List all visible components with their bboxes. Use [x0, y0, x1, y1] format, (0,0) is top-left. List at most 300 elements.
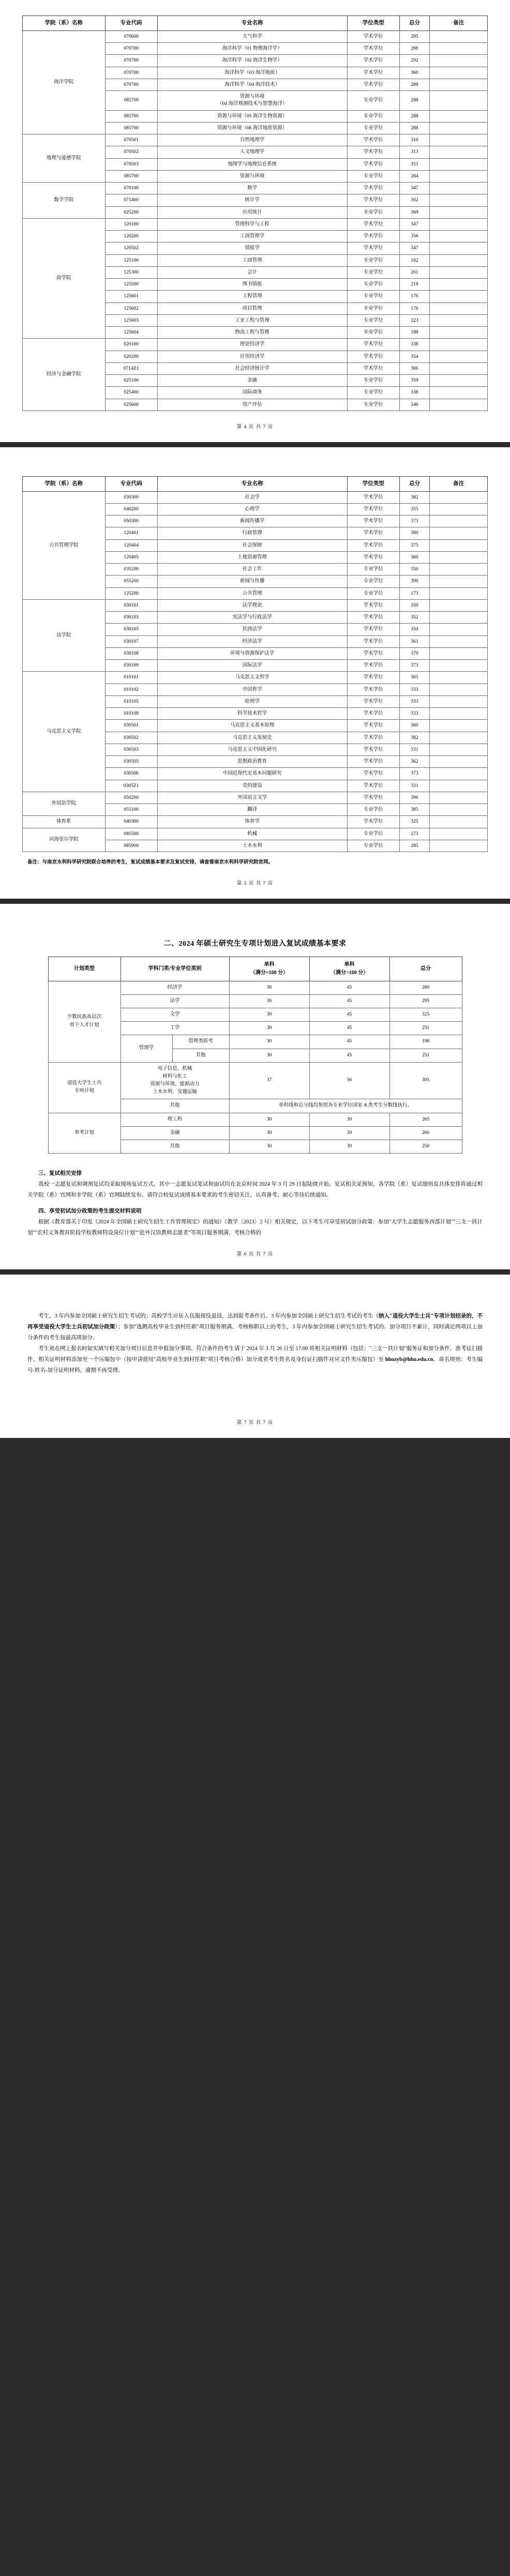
- cell-code: 030103: [105, 612, 157, 624]
- cell-college: 体育系: [23, 816, 106, 828]
- cell-name: 新闻与传播: [157, 575, 347, 587]
- cell-name: 海洋科学（02 海洋生物学）: [157, 55, 347, 67]
- cell-name: 工程管理: [157, 291, 347, 302]
- cell-name: 马克思主义基本原理: [157, 720, 347, 732]
- cell-college: 法学院: [23, 599, 106, 672]
- cell-code: 070501: [105, 134, 157, 146]
- cell-code: 030101: [105, 599, 157, 611]
- cell-score: 218: [399, 279, 430, 291]
- cell-name: 国际商务: [157, 387, 347, 399]
- cell-code: 035200: [105, 564, 157, 575]
- cell-score: 347: [399, 218, 430, 230]
- cell-code: 085500: [105, 828, 157, 840]
- cell-score: 288: [399, 122, 430, 134]
- cell-category: 电子信息、机械 材料与化工 资源与环境、能源动力 土木水利、交通运输: [121, 1062, 229, 1099]
- cell-degree: 学术学位: [347, 744, 399, 755]
- cell-name: 数学: [157, 183, 347, 194]
- cell-code: 030502: [105, 732, 157, 744]
- table2-header-row: [48, 957, 462, 981]
- cell-remark: [430, 587, 488, 599]
- cell-score: 370: [399, 647, 430, 659]
- cell-degree: 学术学位: [347, 491, 399, 503]
- cell-remark: [430, 43, 488, 55]
- sections-text: [27, 1168, 483, 1238]
- cell-name: 应用经济学: [157, 351, 347, 362]
- cell-single-eq100: 30: [229, 1035, 309, 1049]
- cell-subcategory: 管理类联考: [172, 1035, 229, 1049]
- cell-remark: [430, 684, 488, 695]
- cell-score: 356: [399, 231, 430, 243]
- col-header-degree: 学位类型: [347, 476, 399, 491]
- cell-remark: [430, 399, 488, 411]
- cell-single-eq100: 30: [229, 1008, 309, 1021]
- cell-remark: [430, 635, 488, 647]
- table-row: [23, 792, 488, 804]
- cell-code: 070503: [105, 158, 157, 170]
- cell-degree: 专业学位: [347, 314, 399, 326]
- page-4: [0, 0, 510, 442]
- table-row: [23, 672, 488, 684]
- cell-code: 085700: [105, 110, 157, 122]
- cell-code: 040300: [105, 816, 157, 828]
- cell-name: 海洋科学（01 物理海洋学）: [157, 43, 347, 55]
- cell-remark: [430, 351, 488, 362]
- cell-code: 070700: [105, 55, 157, 67]
- cell-degree: 学术学位: [347, 732, 399, 744]
- cell-score: 362: [399, 756, 430, 768]
- cell-score: 338: [399, 387, 430, 399]
- cell-name: 工商管理: [157, 254, 347, 266]
- cell-score: 201: [399, 266, 430, 278]
- cell-degree: 学术学位: [347, 516, 399, 527]
- cell-single-gt100: 56: [309, 1062, 389, 1099]
- cell-code: 055200: [105, 575, 157, 587]
- cell-name: 资源与环境 （04 海洋观测技术与智慧海洋）: [157, 91, 347, 111]
- section-heading: 四、享受初试加分政策的考生提交材料说明: [38, 1208, 142, 1215]
- cell-remark: [430, 206, 488, 218]
- cell-score: 302: [399, 194, 430, 206]
- cell-code: 0305Z1: [105, 780, 157, 792]
- cell-remark: [430, 67, 488, 79]
- cell-name: 马克思主义哲学: [157, 672, 347, 684]
- cell-code: 120100: [105, 218, 157, 230]
- cell-code: 070700: [105, 79, 157, 90]
- cell-name: 宪法学与行政法学: [157, 612, 347, 624]
- cell-degree: 专业学位: [347, 828, 399, 840]
- cell-degree: 学术学位: [347, 780, 399, 792]
- cell-remark: [430, 624, 488, 635]
- cell-degree: 专业学位: [347, 840, 399, 852]
- cell-name: 新闻传播学: [157, 516, 347, 527]
- cell-score: 331: [399, 780, 430, 792]
- cell-single-eq100: 30: [229, 1022, 309, 1035]
- cell-remark: [430, 503, 488, 515]
- page-footer: 第 6 页 共 7 页: [236, 1252, 274, 1257]
- cell-code: 125604: [105, 327, 157, 339]
- cell-remark: [430, 564, 488, 575]
- cell-remark: [430, 780, 488, 792]
- cell-degree: 学术学位: [347, 503, 399, 515]
- cell-remark: [430, 612, 488, 624]
- cell-score: 333: [399, 708, 430, 720]
- cell-remark: [430, 362, 488, 374]
- cell-score: 347: [399, 243, 430, 254]
- cell-degree: 专业学位: [347, 327, 399, 339]
- cell-name: 国际法学: [157, 660, 347, 672]
- section-body: 我校一志愿复试和调剂复试均采取现场复试方式。其中一志愿复试笔试和面试均在北京时间 2024 年 3 月 29 日起陆续开始。复试相关采预知，各学院（系）复试细则及具体安排将通过相关学院（系）官网和非学院（系）官网陆续发布。请符合校复试成绩基本要求的考生密切关注，认真备考，耐心等待后续通知。: [27, 1181, 483, 1199]
- cell-category: 文学: [121, 1008, 229, 1021]
- cell-remark: [430, 768, 488, 780]
- table-header-row: [23, 476, 488, 491]
- cell-degree: 学术学位: [347, 672, 399, 684]
- cell-name: 马克思主义发展史: [157, 732, 347, 744]
- cell-name: 民商法学: [157, 624, 347, 635]
- cell-remark: [430, 756, 488, 768]
- cell-remark: [430, 91, 488, 111]
- cell-degree: 专业学位: [347, 587, 399, 599]
- cell-score: 306: [399, 362, 430, 374]
- cell-name: 理论经济学: [157, 339, 347, 351]
- cell-name: 科学技术哲学: [157, 708, 347, 720]
- cell-degree: 专业学位: [347, 279, 399, 291]
- cell-code: 120401: [105, 527, 157, 539]
- cell-total: 295: [389, 994, 462, 1008]
- cell-remark: [430, 146, 488, 158]
- cell-score: 223: [399, 314, 430, 326]
- cell-score: 380: [399, 527, 430, 539]
- cell-degree: 专业学位: [347, 266, 399, 278]
- cell-remark: [430, 660, 488, 672]
- cell-score: 382: [399, 491, 430, 503]
- cell-name: 地图学与地理信息系统: [157, 158, 347, 170]
- cell-total: 280: [389, 981, 462, 994]
- cell-code: 010108: [105, 708, 157, 720]
- cell-code: 085700: [105, 91, 157, 111]
- cell-remark: [430, 31, 488, 42]
- cell-score: 273: [399, 828, 430, 840]
- cell-total: 305: [389, 1062, 462, 1099]
- cell-single-gt100: 30: [309, 1113, 389, 1126]
- cell-single-gt100: 45: [309, 1049, 389, 1062]
- cell-degree: 学术学位: [347, 599, 399, 611]
- cell-total: 325: [389, 1008, 462, 1021]
- page-7: [0, 1275, 510, 1438]
- score-table-page4: [22, 16, 488, 411]
- cell-remark: [430, 539, 488, 551]
- cell-degree: 学术学位: [347, 647, 399, 659]
- cell-name: 党的建设: [157, 780, 347, 792]
- cell-code: 025100: [105, 375, 157, 387]
- cell-remark: [430, 55, 488, 67]
- cell-total: 260: [389, 1126, 462, 1140]
- cell-code: 025600: [105, 399, 157, 411]
- cell-category: 管理学: [121, 1035, 172, 1062]
- table-row: [23, 31, 488, 42]
- cell-degree: 学术学位: [347, 708, 399, 720]
- cell-score: 373: [399, 768, 430, 780]
- cell-degree: 学术学位: [347, 792, 399, 804]
- table-row: [48, 1113, 462, 1126]
- cell-total: 251: [389, 1022, 462, 1035]
- cell-remark: [430, 194, 488, 206]
- page-6: [0, 904, 510, 1270]
- cell-name: 经济法学: [157, 635, 347, 647]
- cell-category: 法学: [121, 994, 229, 1008]
- table-row: [23, 339, 488, 351]
- cell-remark: [430, 302, 488, 314]
- cell-code: 085700: [105, 170, 157, 182]
- cell-remark: [430, 218, 488, 230]
- cell-single-eq100: 30: [229, 1113, 309, 1126]
- cell-code: 030501: [105, 720, 157, 732]
- cell-name: 公共管理: [157, 587, 347, 599]
- cell-category: 金融: [121, 1126, 229, 1140]
- table-body: [23, 491, 488, 852]
- cell-degree: 专业学位: [347, 399, 399, 411]
- col-header-plan-type: 计划类型: [48, 957, 121, 981]
- cell-name: 资产评估: [157, 399, 347, 411]
- paragraph: 考生，3 年内参加全国硕士研究生招生考试的；高校学生应征入伍服现役退役，达到报考条件后，3 年内参加全国硕士研究生招生考试的考生（纳入"退役大学生士兵"专项计划招录的，不再享受退役大学生士兵初试加分政策）；参加"选聘高校毕业生到村任职"项目服务期满、考核称职以上的考生，3 年内参加全国硕士研究生招生考试的。加分项目不累计，同时满足两项以上加分条件的考生按最高项加分。: [27, 1313, 483, 1341]
- cell-remark: [430, 110, 488, 122]
- cell-single-eq100: 30: [229, 994, 309, 1008]
- cell-remark: [430, 314, 488, 326]
- cell-code: 050300: [105, 516, 157, 527]
- cell-single-gt100: 45: [309, 1008, 389, 1021]
- cell-name: 外国语言文学: [157, 792, 347, 804]
- col-header-name: 专业名称: [157, 16, 347, 31]
- cell-single-gt100: 45: [309, 1022, 389, 1035]
- cell-name: 人文地理学: [157, 146, 347, 158]
- col-header-category: 学科门类/专业学位类别: [121, 957, 229, 981]
- cell-score: 347: [399, 183, 430, 194]
- cell-name: 思想政治教育: [157, 756, 347, 768]
- cell-degree: 专业学位: [347, 302, 399, 314]
- cell-score: 313: [399, 146, 430, 158]
- cell-score: 292: [399, 55, 430, 67]
- cell-score: 354: [399, 624, 430, 635]
- cell-single-gt100: 45: [309, 981, 389, 994]
- cell-remark: [430, 828, 488, 840]
- section-body: 根据《教育部关于印发《2024 年全国硕士研究生招生工作管理规定》的通知》（教学〔2023〕2 号）相关规定，以下考生可享受初试加分政策：参加"大学生志愿服务西部计划""三支一扶计划""农村义务教育阶段学校教师特设岗位计划""赴外汉语教师志愿者"等项目服务期满、考核合格的: [27, 1219, 483, 1236]
- cell-remark: [430, 840, 488, 852]
- col-header-score: 总分: [399, 16, 430, 31]
- cell-category: 其他: [121, 1099, 229, 1113]
- cell-college: 数学学院: [23, 183, 106, 219]
- cell-name: 社会工作: [157, 564, 347, 575]
- cell-code: 050200: [105, 792, 157, 804]
- cell-code: 125100: [105, 254, 157, 266]
- cell-code: 025400: [105, 387, 157, 399]
- cell-remark: [430, 732, 488, 744]
- cell-code: 125300: [105, 266, 157, 278]
- cell-degree: 专业学位: [347, 564, 399, 575]
- cell-code: 125601: [105, 291, 157, 302]
- cell-score: 295: [399, 31, 430, 42]
- cell-degree: 学术学位: [347, 183, 399, 194]
- col-header-code: 专业代码: [105, 476, 157, 491]
- cell-degree: 学术学位: [347, 55, 399, 67]
- cell-remark: [430, 243, 488, 254]
- cell-score: 331: [399, 744, 430, 755]
- cell-score: 333: [399, 684, 430, 695]
- cell-name: 统计学: [157, 194, 347, 206]
- cell-code: 120200: [105, 231, 157, 243]
- cell-code: 055100: [105, 804, 157, 816]
- cell-name: 法学理论: [157, 599, 347, 611]
- cell-code: 030506: [105, 768, 157, 780]
- page-5: [0, 447, 510, 899]
- score-table-page5: [22, 476, 488, 852]
- cell-single-eq100: 30: [229, 1126, 309, 1140]
- cell-degree: 学术学位: [347, 768, 399, 780]
- page7-body: [27, 1311, 483, 1376]
- cell-code: 120404: [105, 539, 157, 551]
- cell-remark: [430, 647, 488, 659]
- cell-name: 自然地理学: [157, 134, 347, 146]
- cell-merged-note: 单科线和总分线均参照各专业学位国家 A 类考生分数线执行。: [229, 1099, 462, 1113]
- cell-remark: [430, 375, 488, 387]
- cell-degree: 学术学位: [347, 362, 399, 374]
- cell-remark: [430, 254, 488, 266]
- cell-degree: 学术学位: [347, 79, 399, 90]
- page-footer: 第 4 页 共 7 页: [236, 424, 274, 430]
- cell-score: 355: [399, 503, 430, 515]
- cell-code: 070100: [105, 183, 157, 194]
- cell-remark: [430, 720, 488, 732]
- cell-score: 288: [399, 110, 430, 122]
- cell-name: 工业工程与管理: [157, 314, 347, 326]
- cell-name: 物流工程与管理: [157, 327, 347, 339]
- cell-name: 社会保障: [157, 539, 347, 551]
- cell-code: 020100: [105, 339, 157, 351]
- cell-remark: [430, 183, 488, 194]
- cell-name: 图书情报: [157, 279, 347, 291]
- cell-name: 社会学: [157, 491, 347, 503]
- cell-name: 应用统计: [157, 206, 347, 218]
- col-header-score: 总分: [399, 476, 430, 491]
- cell-degree: 专业学位: [347, 254, 399, 266]
- cell-single-eq100: 30: [229, 981, 309, 994]
- cell-name: 管理科学与工程: [157, 218, 347, 230]
- table-row: [48, 1062, 462, 1099]
- cell-college: 地理与遥感学院: [23, 134, 106, 183]
- cell-name: 伦理学: [157, 695, 347, 707]
- cell-name: 行政管理: [157, 527, 347, 539]
- table-row: [23, 183, 488, 194]
- cell-name: 土木水利: [157, 840, 347, 852]
- cell-remark: [430, 158, 488, 170]
- cell-code: 010105: [105, 695, 157, 707]
- cell-score: 351: [399, 158, 430, 170]
- col-header-remark: 备注: [430, 16, 488, 31]
- cell-degree: 学术学位: [347, 635, 399, 647]
- cell-code: 020200: [105, 351, 157, 362]
- cell-score: 338: [399, 339, 430, 351]
- cell-remark: [430, 134, 488, 146]
- table-row: [23, 134, 488, 146]
- cell-remark: [430, 804, 488, 816]
- table-header-row: [23, 16, 488, 31]
- cell-code: 010102: [105, 684, 157, 695]
- cell-score: 385: [399, 804, 430, 816]
- cell-degree: 学术学位: [347, 624, 399, 635]
- cell-score: 373: [399, 660, 430, 672]
- cell-code: 125200: [105, 587, 157, 599]
- cell-score: 285: [399, 840, 430, 852]
- cell-subcategory: 其他: [172, 1049, 229, 1062]
- cell-name: 资源与环境（05 海洋生物资源）: [157, 110, 347, 122]
- cell-score: 369: [399, 206, 430, 218]
- cell-college: 经济与金融学院: [23, 339, 106, 411]
- cell-degree: 专业学位: [347, 291, 399, 302]
- cell-remark: [430, 575, 488, 587]
- cell-score: 333: [399, 695, 430, 707]
- cell-remark: [430, 491, 488, 503]
- special-plan-table: [48, 957, 462, 1154]
- cell-code: 030503: [105, 744, 157, 755]
- col-header-total: 总分: [389, 957, 462, 981]
- table-body: [23, 31, 488, 411]
- cell-code: 030505: [105, 756, 157, 768]
- cell-score: 188: [399, 327, 430, 339]
- cell-score: 359: [399, 375, 430, 387]
- cell-remark: [430, 122, 488, 134]
- cell-score: 176: [399, 302, 430, 314]
- cell-degree: 学术学位: [347, 67, 399, 79]
- cell-name: 翻译: [157, 804, 347, 816]
- col-header-code: 专业代码: [105, 16, 157, 31]
- cell-score: 360: [399, 67, 430, 79]
- cell-score: 354: [399, 351, 430, 362]
- cell-remark: [430, 79, 488, 90]
- cell-name: 机械: [157, 828, 347, 840]
- cell-code: 070700: [105, 67, 157, 79]
- cell-score: 325: [399, 816, 430, 828]
- cell-code: 125602: [105, 302, 157, 314]
- cell-total: 250: [389, 1140, 462, 1154]
- cell-category: 理工科: [121, 1113, 229, 1126]
- cell-score: 360: [399, 720, 430, 732]
- cell-degree: 专业学位: [347, 91, 399, 111]
- cell-remark: [430, 672, 488, 684]
- cell-remark: [430, 170, 488, 182]
- cell-score: 176: [399, 291, 430, 302]
- cell-degree: 专业学位: [347, 575, 399, 587]
- cell-name: 土地资源管理: [157, 551, 347, 563]
- cell-code: 030109: [105, 660, 157, 672]
- cell-name: 金融: [157, 375, 347, 387]
- cell-name: 海洋科学（03 海洋地质）: [157, 67, 347, 79]
- col-header-single-gt100: 单科 （满分>100 分）: [309, 957, 389, 981]
- cell-total: 265: [389, 1113, 462, 1126]
- cell-code: 030107: [105, 635, 157, 647]
- cell-degree: 学术学位: [347, 684, 399, 695]
- table-row: [23, 816, 488, 828]
- cell-remark: [430, 695, 488, 707]
- cell-degree: 学术学位: [347, 720, 399, 732]
- cell-code: 030105: [105, 624, 157, 635]
- cell-degree: 学术学位: [347, 146, 399, 158]
- cell-code: 070502: [105, 146, 157, 158]
- cell-score: 373: [399, 516, 430, 527]
- cell-name: 大气科学: [157, 31, 347, 42]
- cell-remark: [430, 279, 488, 291]
- cell-score: 382: [399, 732, 430, 744]
- cell-remark: [430, 816, 488, 828]
- cell-name: 海洋科学（04 海洋技术）: [157, 79, 347, 90]
- cell-score: 352: [399, 612, 430, 624]
- col-header-college: 学院（系）名称: [23, 16, 106, 31]
